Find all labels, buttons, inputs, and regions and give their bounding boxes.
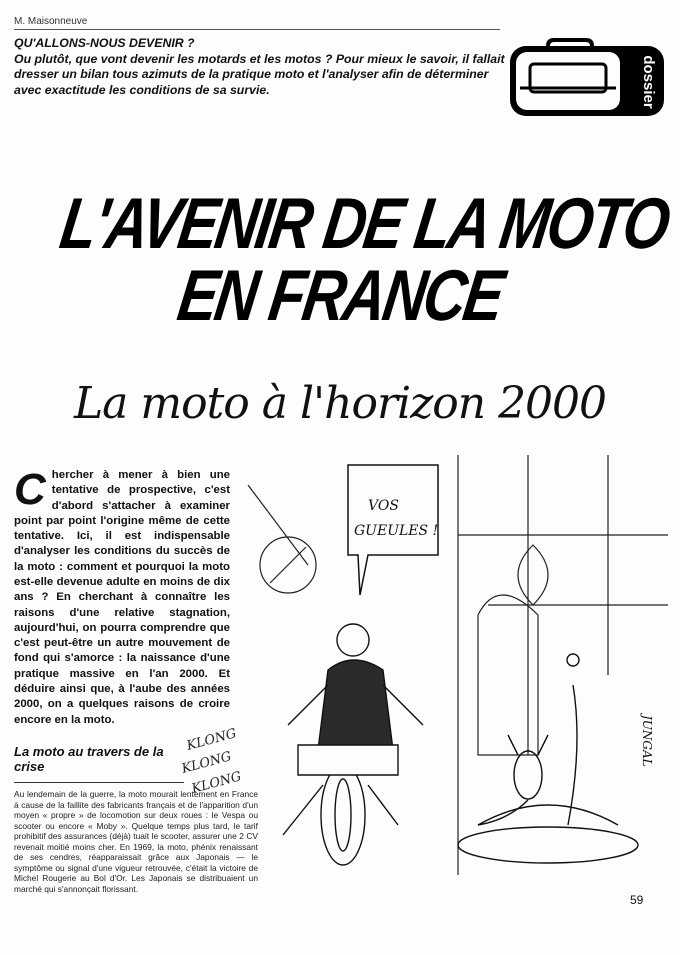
artist-signature: JUNGAL bbox=[640, 715, 654, 767]
subtitle: La moto à l'horizon 2000 bbox=[73, 378, 607, 429]
comic-illustration bbox=[180, 455, 668, 875]
lead-paragraph bbox=[14, 465, 230, 728]
lead-text: hercher à mener à bien une tentative de prospective, c'est d'abord s'attacher à examiner point par point l'origine même de cette tentative. Ici, il est indispensable d'analyser les conditions du succès de la moto : comment et pourquoi la moto est-elle devenue adulte en moins de dix ans ? En cherchant à connaître les raisons d'une relative stagnation, aujourd'hui, on pourra comprendre que c'est peut-être un autre mouvement de fond qui s'amorce : la naissance d'une pratique massive en l'an 2000. Et déduire ainsi que, à l'aube des années 2000, on a quelques raisons de croire encore en la moto. bbox=[14, 469, 230, 726]
intro-question: QU'ALLONS-NOUS DEVENIR ? bbox=[14, 36, 195, 50]
sound-effect-2: KLONG bbox=[180, 749, 234, 777]
section-rule bbox=[14, 782, 184, 783]
creature-drawing bbox=[458, 654, 638, 863]
header-rule bbox=[14, 29, 500, 30]
main-title bbox=[0, 184, 680, 336]
author-byline: M. Maisonneuve bbox=[14, 16, 88, 27]
dossier-briefcase-logo bbox=[508, 38, 666, 118]
section-body: Au lendemain de la guerre, la moto mourait lentement en France à cause de la faillite des fabricants français et de l'apparition d'un moyen « propre » de locomotion sur deux roues : le Vespa ou scooter ou encore « Moby ». Quelque temps plus tard, le tarif prohibitif des assurances (déjà) tuait le scooter, assurer une 2 CV revenait moitié moins cher. En 1969, la moto, phénix renaissant de ses cendres, réapparaissait grâce aux Japonais — le symptôme ou signal d'une vigueur retrouvée, c'était la victoire de Michel Rougerie au Bol d'Or. Les Japonais se distribuaient un marché qui s'annonçait florissant. bbox=[14, 789, 258, 894]
sound-effect-1: KLONG bbox=[185, 726, 239, 754]
intro-block bbox=[14, 36, 514, 99]
speech-line-1: VOS bbox=[368, 498, 399, 514]
motorcyclist-drawing bbox=[283, 624, 423, 865]
speech-line-2: GUEULES ! bbox=[354, 523, 439, 539]
page-number: 59 bbox=[630, 893, 644, 907]
dossier-label: dossier bbox=[640, 55, 657, 109]
title-line-2: EN FRANCE bbox=[173, 256, 507, 336]
sound-effect-3: KLONG bbox=[190, 769, 244, 797]
drop-cap: C bbox=[14, 465, 46, 514]
title-line-1: L'AVENIR DE LA MOTO bbox=[55, 184, 673, 264]
section-heading: La moto au travers de la crise bbox=[14, 744, 164, 774]
intro-text: Ou plutôt, que vont devenir les motards et les motos ? Pour mieux le savoir, il fallait dresser un bilan tous azimuts de la pratique moto et l'analyser afin de déterminer avec exactitude les conditions de sa survie. bbox=[14, 51, 505, 98]
